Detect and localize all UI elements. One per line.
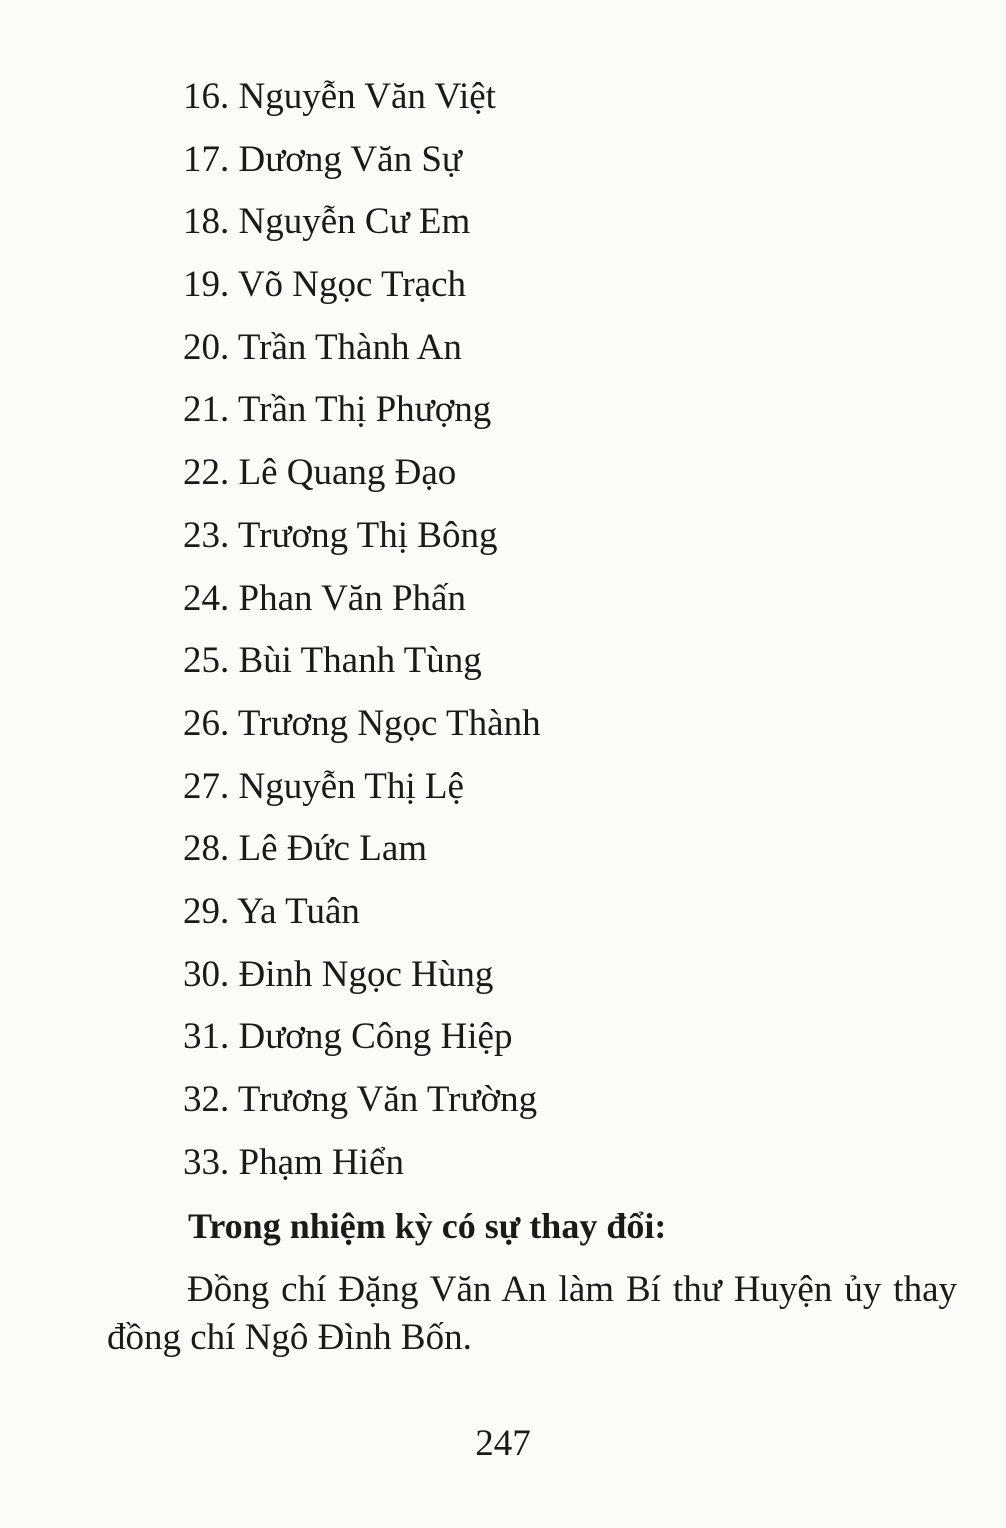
list-item: 25. Bùi Thanh Tùng xyxy=(183,640,482,682)
list-item: 32. Trương Văn Trường xyxy=(183,1079,538,1120)
list-item: 29. Ya Tuân xyxy=(183,890,360,932)
list-item: 33. Phạm Hiển xyxy=(183,1141,404,1183)
list-item: 16. Nguyễn Văn Việt xyxy=(183,76,496,117)
list-item: 26. Trương Ngọc Thành xyxy=(183,702,541,744)
page-number: 247 xyxy=(475,1423,531,1464)
list-item: 21. Trần Thị Phượng xyxy=(183,389,492,431)
list-item: 18. Nguyễn Cư Em xyxy=(183,201,471,243)
body-paragraph: Đồng chí Đặng Văn An làm Bí thư Huyện ủy thay đồng chí Ngô Đình Bốn. xyxy=(107,1269,957,1358)
member-list xyxy=(183,66,541,1194)
list-item: 30. Đinh Ngọc Hùng xyxy=(183,953,494,995)
list-item: 19. Võ Ngọc Trạch xyxy=(183,264,466,306)
list-item: 22. Lê Quang Đạo xyxy=(183,452,457,494)
list-item: 24. Phan Văn Phấn xyxy=(183,577,466,619)
list-item: 27. Nguyễn Thị Lệ xyxy=(183,765,464,807)
list-item: 20. Trần Thành An xyxy=(183,326,462,368)
list-item: 31. Dương Công Hiệp xyxy=(183,1016,513,1058)
list-item: 23. Trương Thị Bông xyxy=(183,514,498,556)
list-item: 28. Lê Đức Lam xyxy=(183,828,428,870)
list-item: 17. Dương Văn Sự xyxy=(183,138,462,180)
section-heading: Trong nhiệm kỳ có sự thay đổi: xyxy=(188,1206,667,1246)
